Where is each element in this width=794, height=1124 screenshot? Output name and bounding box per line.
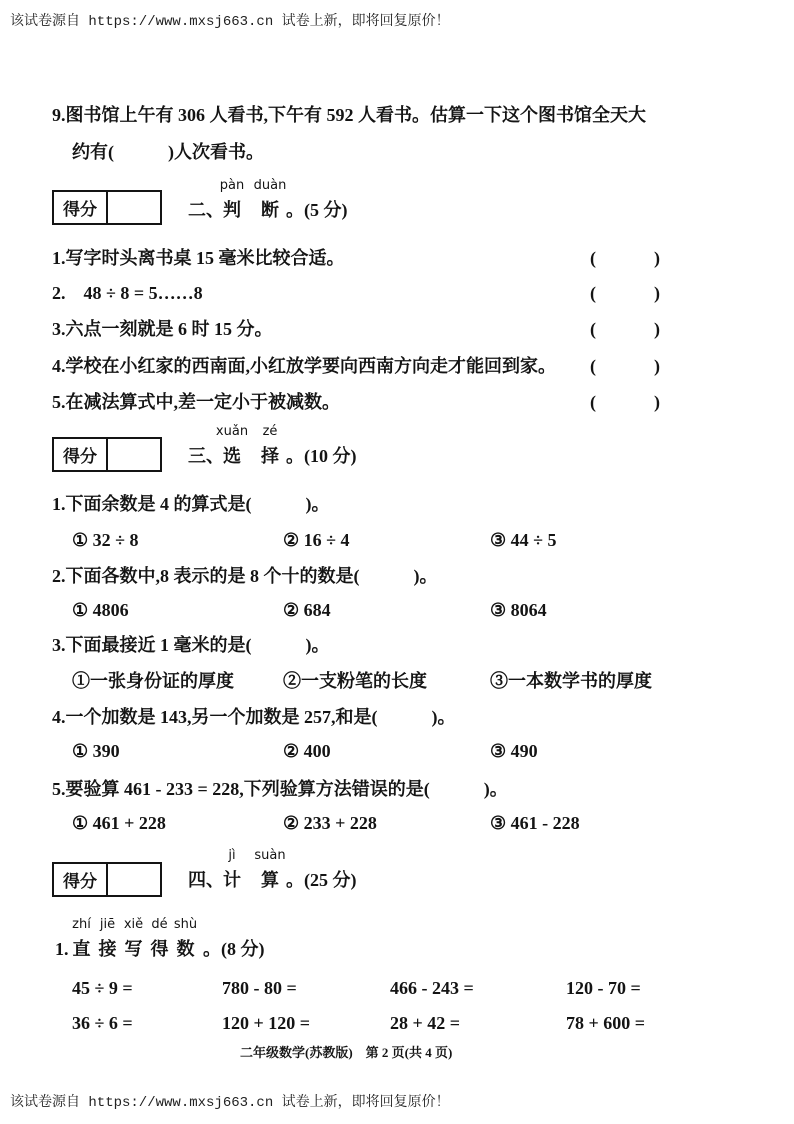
choice-option: ③ 461 - 228 [490, 813, 580, 833]
choice-option: ③ 490 [490, 741, 538, 761]
choice-question-stem: 3.下面最接近 1 毫米的是( )。 [52, 635, 330, 655]
section-number: 二、 [188, 200, 224, 220]
score-box-label: 得分 [54, 439, 108, 470]
subsection-title-direct-answer [55, 917, 265, 960]
title-char [254, 848, 286, 891]
score-box-blank [108, 192, 160, 223]
title-char [147, 917, 173, 960]
calc-row [0, 1012, 740, 1034]
choice-option: ① 461 + 228 [72, 813, 166, 833]
choice-option: ① 4806 [72, 600, 129, 620]
title-char [121, 917, 147, 960]
calc-expression: 780 - 80 = [222, 978, 297, 998]
judge-item-text: 1.写字时头离书桌 15 毫米比较合适。 [52, 248, 345, 268]
title-char [216, 178, 248, 221]
watermark-top: 该试卷源自 https://www.mxsj663.cn 试卷上新，即将回复原价！ [10, 14, 450, 30]
title-char-text: 数 [176, 939, 195, 959]
pinyin: zé [262, 424, 278, 439]
pinyin: zhí [72, 917, 91, 932]
calc-expression: 45 ÷ 9 = [72, 978, 133, 998]
answer-paren-close: ) [654, 248, 660, 268]
judge-item [52, 247, 752, 269]
choice-option: ③一本数学书的厚度 [490, 671, 652, 691]
title-char [253, 178, 287, 221]
judge-item-text: 5.在减法算式中,差一定小于被减数。 [52, 392, 340, 412]
calc-expression: 36 ÷ 6 = [72, 1013, 133, 1033]
choice-question-stem: 1.下面余数是 4 的算式是( )。 [52, 494, 330, 514]
choice-option: ① 32 ÷ 8 [72, 530, 139, 550]
choice-question-stem: 4.一个加数是 143,另一个加数是 257,和是( )。 [52, 707, 456, 727]
judge-item-text: 2. 48 ÷ 8 = 5……8 [52, 283, 203, 303]
section-score: 。(5 分) [286, 200, 348, 220]
title-char-text: 直 [72, 939, 91, 959]
judge-item-text: 3.六点一刻就是 6 时 15 分。 [52, 319, 273, 339]
answer-paren-close: ) [654, 356, 660, 376]
choice-options [0, 529, 740, 551]
answer-paren-close: ) [654, 283, 660, 303]
score-box-label: 得分 [54, 192, 108, 223]
section-number: 三、 [188, 446, 224, 466]
title-char [216, 848, 248, 891]
calc-expression: 120 + 120 = [222, 1013, 311, 1033]
answer-paren-open: ( [590, 356, 596, 376]
pinyin: dé [151, 917, 168, 932]
section-title-choice [188, 424, 357, 467]
judge-item [52, 355, 752, 377]
choice-options [0, 740, 740, 762]
choice-option: ② 233 + 228 [283, 813, 377, 833]
calc-row [0, 977, 740, 999]
choice-option: ② 16 ÷ 4 [283, 530, 350, 550]
choice-option: ③ 44 ÷ 5 [490, 530, 557, 550]
calc-expression: 28 + 42 = [390, 1013, 461, 1033]
title-char-text: 算 [261, 870, 279, 890]
calc-expression: 120 - 70 = [566, 978, 641, 998]
section-title-judge [188, 178, 348, 221]
pinyin: jiē [99, 917, 116, 932]
title-char [69, 917, 95, 960]
answer-paren-close: ) [654, 392, 660, 412]
calc-expression: 466 - 243 = [390, 978, 474, 998]
title-char [254, 424, 286, 467]
answer-paren-open: ( [590, 248, 596, 268]
score-box [52, 862, 162, 897]
judge-item-text: 4.学校在小红家的西南面,小红放学要向西南方向走才能回到家。 [52, 356, 556, 376]
question-9-line-1: 9.图书馆上午有 306 人看书,下午有 592 人看书。估算一下这个图书馆全天大 [52, 105, 646, 125]
answer-paren-open: ( [590, 283, 596, 303]
choice-options [0, 670, 740, 692]
section-score: 。(25 分) [286, 870, 357, 890]
answer-paren-close: ) [654, 319, 660, 339]
score-box-blank [108, 439, 160, 470]
answer-paren-open: ( [590, 319, 596, 339]
choice-option: ②一支粉笔的长度 [283, 671, 427, 691]
section-title-calculation [188, 848, 357, 891]
choice-option: ② 684 [283, 600, 331, 620]
section-score: 。(10 分) [286, 446, 357, 466]
title-char-text: 择 [261, 446, 279, 466]
title-char [215, 424, 249, 467]
title-char-text: 接 [98, 939, 117, 959]
choice-options [0, 599, 740, 621]
pinyin: duàn [253, 178, 287, 193]
score-box-label: 得分 [54, 864, 108, 895]
choice-question-stem: 5.要验算 461 - 233 = 228,下列验算方法错误的是( )。 [52, 779, 508, 799]
title-char-text: 计 [223, 870, 241, 890]
title-char [173, 917, 199, 960]
choice-question-stem: 2.下面各数中,8 表示的是 8 个十的数是( )。 [52, 566, 438, 586]
choice-options [0, 812, 740, 834]
title-char-text: 断 [261, 200, 279, 220]
score-box [52, 437, 162, 472]
page-footer: 二年级数学(苏教版) 第 2 页(共 4 页) [240, 1045, 453, 1060]
pinyin: shù [173, 917, 198, 932]
choice-option: ③ 8064 [490, 600, 547, 620]
pinyin: pàn [219, 178, 245, 193]
subsection-score: 。(8 分) [198, 939, 265, 959]
title-char-text: 得 [150, 939, 169, 959]
pinyin: xuǎn [215, 424, 249, 439]
calc-expression: 78 + 600 = [566, 1013, 646, 1033]
subsection-number: 1. [55, 939, 69, 959]
section-number: 四、 [188, 870, 224, 890]
pinyin: suàn [254, 848, 286, 863]
watermark-bottom: 该试卷源自 https://www.mxsj663.cn 试卷上新，即将回复原价！ [10, 1095, 450, 1111]
pinyin: xiě [123, 917, 144, 932]
score-box-blank [108, 864, 160, 895]
title-char-text: 写 [124, 939, 143, 959]
choice-option: ② 400 [283, 741, 331, 761]
judge-item [52, 318, 752, 340]
title-char-text: 判 [223, 200, 241, 220]
pinyin: jì [228, 848, 236, 863]
question-9-line-2: 约有( )人次看书。 [72, 142, 264, 162]
answer-paren-open: ( [590, 392, 596, 412]
choice-option: ① 390 [72, 741, 120, 761]
choice-option: ①一张身份证的厚度 [72, 671, 234, 691]
title-char [95, 917, 121, 960]
judge-item [52, 282, 752, 304]
judge-item [52, 391, 752, 413]
score-box [52, 190, 162, 225]
title-char-text: 选 [223, 446, 241, 466]
